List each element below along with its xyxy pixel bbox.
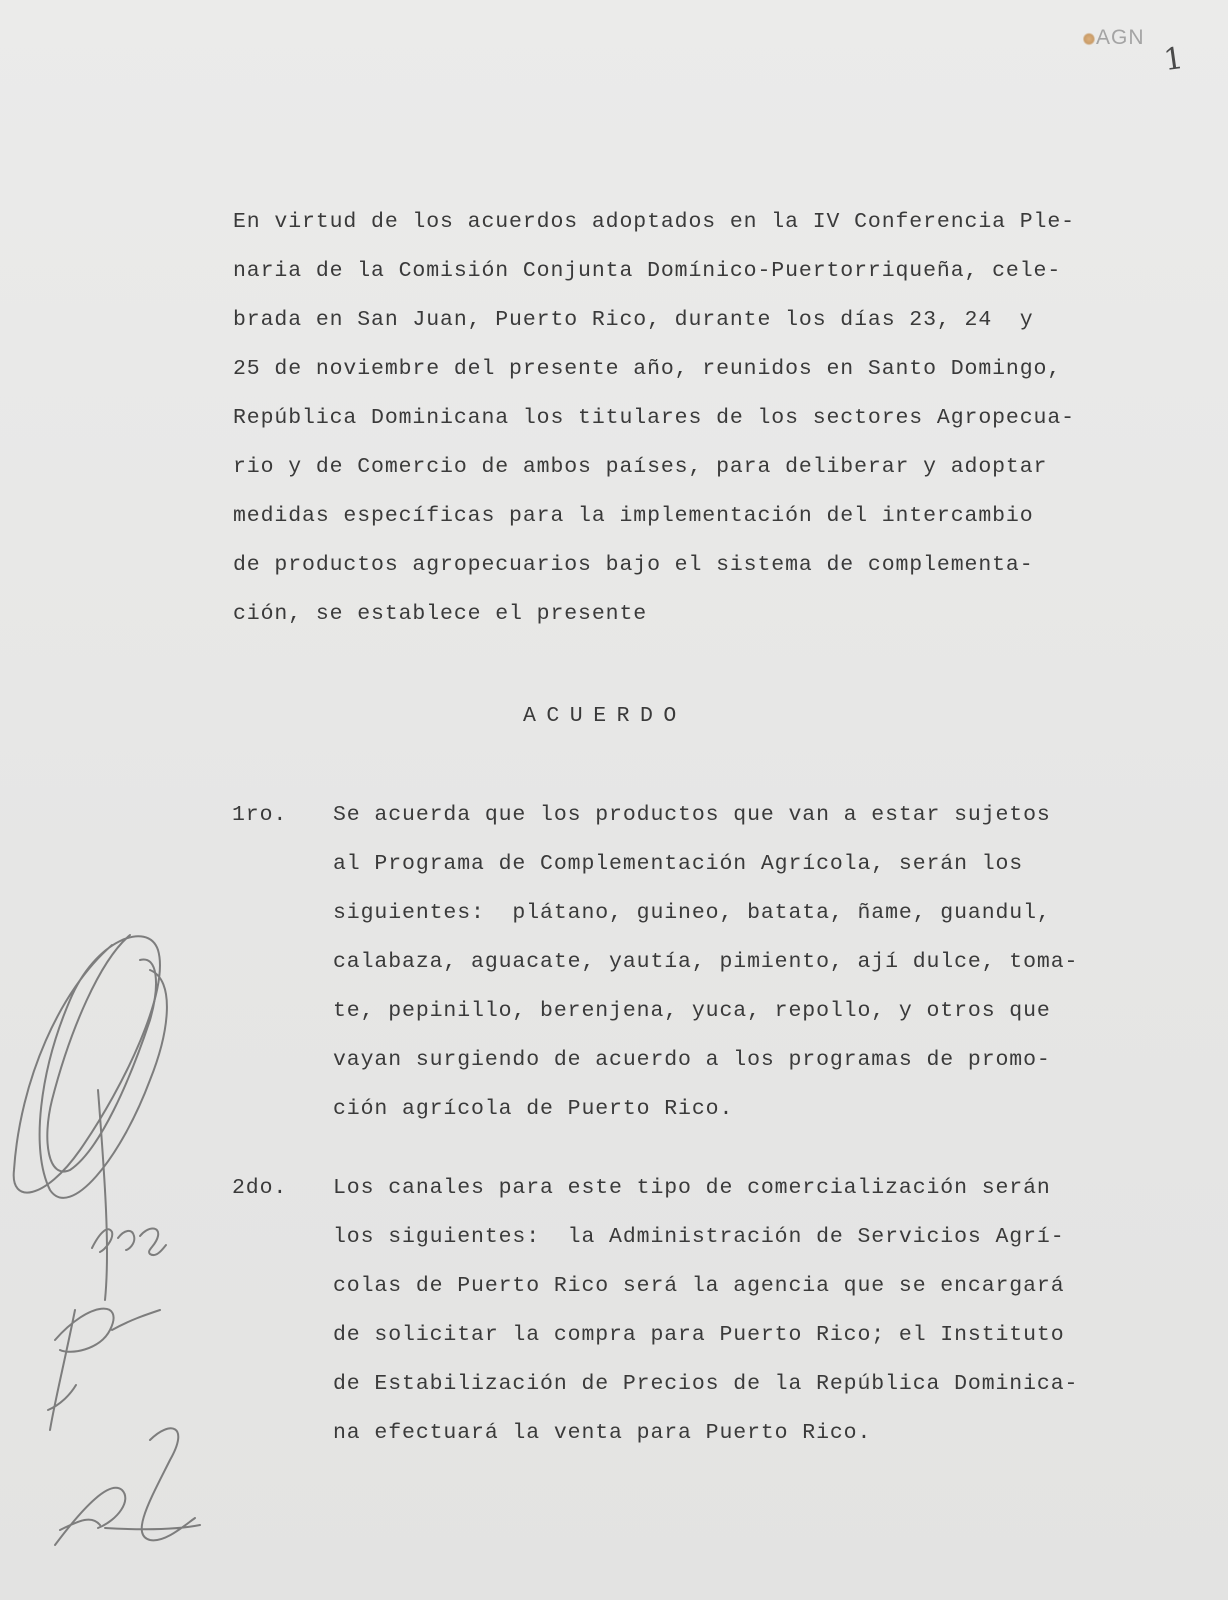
item-line: vayan surgiendo de acuerdo a los programas de promo-	[333, 1048, 1051, 1072]
intro-line: medidas específicas para la implementación del intercambio	[233, 504, 1034, 528]
intro-line: rio y de Comercio de ambos países, para deliberar y adoptar	[233, 455, 1048, 479]
section-heading: ACUERDO	[523, 704, 687, 728]
item-label: 1ro.	[232, 803, 288, 827]
item-line: al Programa de Complementación Agrícola, serán los	[333, 852, 1024, 876]
initials-mark-2	[48, 1309, 160, 1430]
item-line: colas de Puerto Rico será la agencia que se encargará	[333, 1274, 1065, 1298]
intro-line: 25 de noviembre del presente año, reunidos en Santo Domingo,	[233, 357, 1062, 381]
item-line: de solicitar la compra para Puerto Rico; el Instituto	[333, 1323, 1065, 1347]
item-label: 2do.	[232, 1176, 288, 1200]
item-line: de Estabilización de Precios de la República Dominica-	[333, 1372, 1079, 1396]
item-line: los siguientes: la Administración de Servicios Agrí-	[333, 1225, 1065, 1249]
stamp-text: AGN	[1096, 26, 1145, 49]
initials-mark-1	[92, 1229, 166, 1256]
item-line: ción agrícola de Puerto Rico.	[333, 1097, 734, 1121]
page-number: 1	[1161, 40, 1186, 79]
item-line: calabaza, aguacate, yautía, pimiento, ají dulce, toma-	[333, 950, 1079, 974]
intro-line: En virtud de los acuerdos adoptados en la IV Conferencia Ple-	[233, 210, 1075, 234]
intro-line: ción, se establece el presente	[233, 602, 648, 626]
item-line: te, pepinillo, berenjena, yuca, repollo, y otros que	[333, 999, 1051, 1023]
initials-mark-3	[55, 1428, 200, 1545]
item-line: Los canales para este tipo de comercialización serán	[333, 1176, 1051, 1200]
intro-line: brada en San Juan, Puerto Rico, durante los días 23, 24 y	[233, 308, 1034, 332]
intro-line: naria de la Comisión Conjunta Domínico-Puertorriqueña, cele-	[233, 259, 1062, 283]
item-line: siguientes: plátano, guineo, batata, ñame, guandul,	[333, 901, 1051, 925]
item-line: na efectuará la venta para Puerto Rico.	[333, 1421, 872, 1445]
item-line: Se acuerda que los productos que van a estar sujetos	[333, 803, 1051, 827]
large-signature-loop	[14, 936, 167, 1198]
intro-line: de productos agropecuarios bajo el sistema de complementa-	[233, 553, 1034, 577]
intro-line: República Dominicana los titulares de los sectores Agropecua-	[233, 406, 1075, 430]
